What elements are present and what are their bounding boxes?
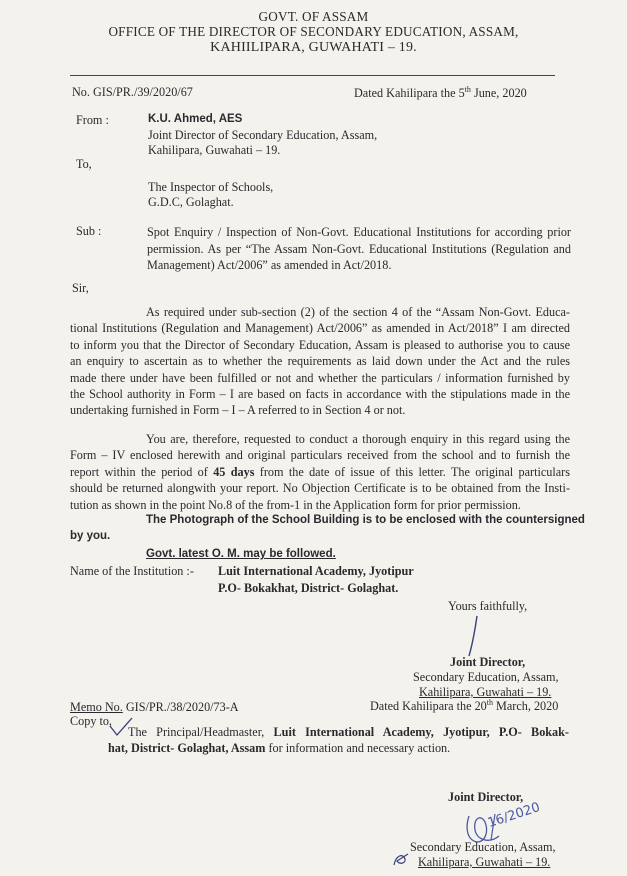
para1-line-1: As required under sub-section (2) of the section 4 of the “Assam Non-Govt. Educa- bbox=[146, 305, 570, 319]
para1-line-3: to inform you that the Director of Secondary Education, Assam is pleased to authorise you to cause bbox=[70, 337, 570, 352]
paragraph-1 bbox=[70, 304, 570, 419]
subject-text bbox=[147, 224, 571, 274]
institution-label: Name of the Institution :- bbox=[70, 564, 194, 578]
memo-number: Memo No. GIS/PR./38/2020/73-A bbox=[70, 700, 239, 714]
from-label: From : bbox=[76, 113, 109, 127]
header-line-3: KAHIILIPARA, GUWAHATI – 19. bbox=[210, 40, 417, 55]
letter-number: No. GIS/PR./39/2020/67 bbox=[72, 85, 193, 99]
subject-line-2: permission. As per “The Assam Non-Govt. Educational Institutions (Regulation and bbox=[147, 241, 571, 256]
closing: Yours faithfully, bbox=[448, 599, 528, 613]
to-line-2: G.D.C, Golaghat. bbox=[148, 195, 234, 209]
from-line-2: Joint Director of Secondary Education, Assam, bbox=[148, 128, 378, 142]
copy-to-label: Copy to, bbox=[70, 714, 112, 728]
para2-line-3: report within the period of 45 days from the date of issue of this letter. The original particulars bbox=[70, 464, 570, 479]
institution-line-1: Luit International Academy, Jyotipur bbox=[218, 564, 414, 578]
header-line-2: OFFICE OF THE DIRECTOR OF SECONDARY EDUCATION, ASSAM, bbox=[108, 24, 519, 39]
subject-label: Sub : bbox=[76, 224, 102, 238]
para1-line-4: an enquiry to ascertain as to whether the requirements as laid down under the Act and the rules bbox=[70, 354, 570, 369]
from-name: K.U. Ahmed, AES bbox=[148, 113, 243, 125]
signature1-title: Joint Director, bbox=[450, 655, 526, 669]
copy-item-line-1: The Principal/Headmaster, Luit International Academy, Jyotipur, P.O- Bokak- bbox=[128, 725, 569, 739]
signature2-line-3: Kahilipara, Guwahati – 19. bbox=[418, 855, 551, 869]
para1-line-5: made there under have been fulfilled or not and whether the particulars / information furnished by bbox=[70, 370, 570, 385]
from-line-3: Kahilipara, Guwahati – 19. bbox=[148, 143, 281, 157]
signature2-title: Joint Director, bbox=[448, 790, 524, 804]
initials-mark bbox=[391, 851, 411, 869]
para1-line-7: undertaking furnished in Form – I – A referred to in Section 4 or not. bbox=[70, 403, 406, 418]
para2-line-5: tution as shown in the point No.8 of the from-1 in the Application form for prior permission. bbox=[70, 497, 521, 512]
header-line-1: GOVT. OF ASSAM bbox=[258, 9, 369, 24]
memo-date: Dated Kahilipara the 20th March, 2020 bbox=[370, 698, 559, 714]
institution-line-2: P.O- Bokakhat, District- Golaghat. bbox=[218, 581, 399, 595]
photo-note-line-2: by you. bbox=[70, 530, 111, 542]
header-rule bbox=[70, 75, 555, 76]
signature1-line-2: Secondary Education, Assam, bbox=[413, 670, 559, 684]
para1-line-6: the School authority in Form – I are based on facts in accordance with the stipulations made in the bbox=[70, 387, 570, 402]
signature1-line-3: Kahilipara, Guwahati – 19. bbox=[419, 685, 552, 699]
om-note: Govt. latest O. M. may be followed. bbox=[146, 548, 336, 560]
signature2-line-2: Secondary Education, Assam, bbox=[410, 840, 556, 854]
paragraph-2 bbox=[70, 431, 570, 513]
to-label: To, bbox=[76, 157, 92, 171]
letter-date: Dated Kahilipara the 5th June, 2020 bbox=[354, 85, 527, 101]
subject-line-1: Spot Enquiry / Inspection of Non-Govt. Educational Institutions for according prior bbox=[147, 225, 571, 239]
to-line-1: The Inspector of Schools, bbox=[148, 180, 274, 194]
handwritten-date: 16/2020 bbox=[486, 800, 543, 831]
para1-line-2: tional Institutions (Regulation and Management) Act/2006” as amended in Act/2018” I am directed bbox=[70, 321, 570, 336]
photo-note-line-1: The Photograph of the School Building is to be enclosed with the countersigned bbox=[146, 514, 585, 526]
copy-item-line-2: hat, District- Golaghat, Assam for information and necessary action. bbox=[108, 741, 451, 755]
para2-line-1: You are, therefore, requested to conduct a thorough enquiry in this regard using the bbox=[146, 432, 570, 446]
para2-line-4: should be returned alongwith your report. No Objection Certificate is to be obtained from the Insti- bbox=[70, 481, 570, 496]
para2-line-2: Form – IV enclosed herewith and original particulars received from the school and to furnish the bbox=[70, 448, 570, 463]
subject-line-3: Management) Act/2006” as amended in Act/2018. bbox=[147, 258, 392, 272]
salutation: Sir, bbox=[72, 281, 89, 295]
